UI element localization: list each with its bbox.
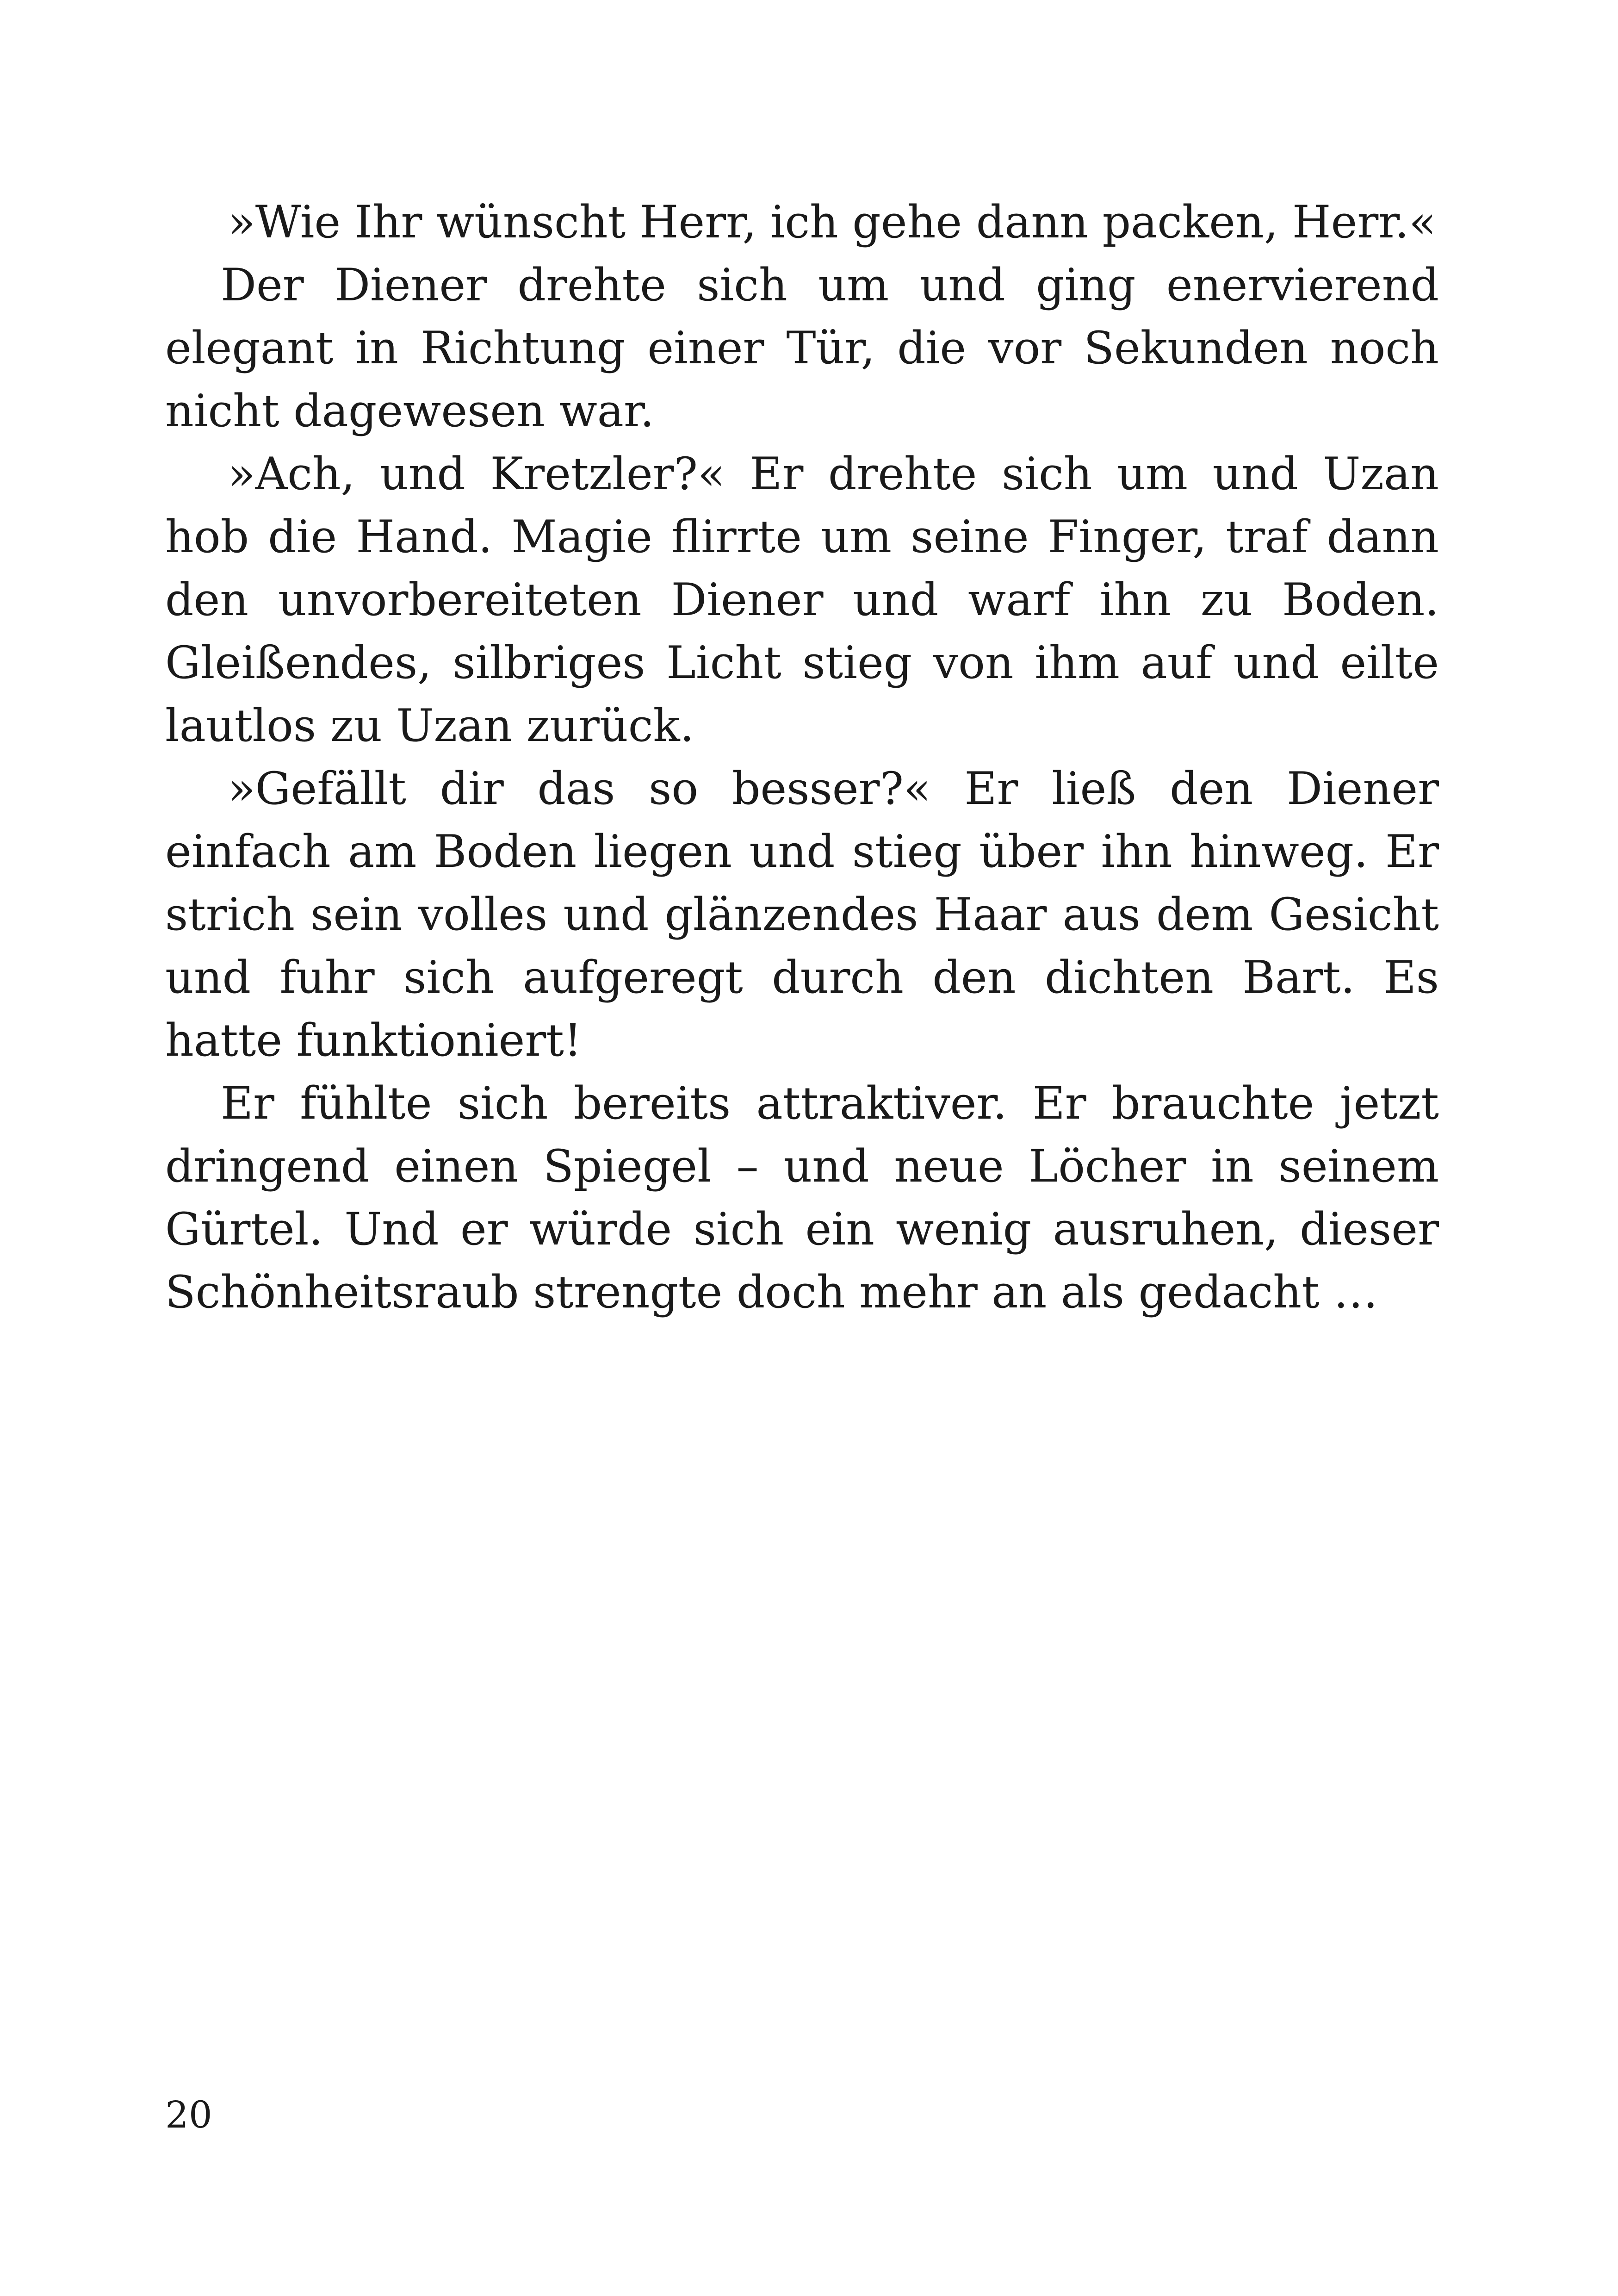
paragraph: »Ach, und Kretzler?« Er drehte sich um und Uzan hob die Hand. Magie flirrte um seine Finger, traf dann den unvorbereiteten Diener und warf ihn zu Boden. Gleißendes, silbriges Licht stieg von ihm auf und eilte lautlos zu Uzan zurück.	[165, 448, 1439, 752]
body-text	[165, 191, 1439, 1324]
paragraph: »Gefällt dir das so besser?« Er ließ den Diener einfach am Boden liegen und stieg über ihn hinweg. Er strich sein volles und glänzendes Haar aus dem Gesicht und fuhr sich aufgeregt durch den dichten Bart. Es hatte funktioniert!	[165, 763, 1439, 1066]
paragraph: Der Diener drehte sich um und ging enervierend elegant in Richtung einer Tür, die vor Sekunden noch nicht dagewesen war.	[165, 259, 1439, 437]
paragraph: »Wie Ihr wünscht Herr, ich gehe dann packen, Herr.«	[228, 196, 1436, 248]
paragraph: Er fühlte sich bereits attraktiver. Er brauchte jetzt dringend einen Spiegel – und neue Löcher in seinem Gürtel. Und er würde sich ein wenig ausruhen, dieser Schönheitsraub strengte doch mehr an als gedacht …	[165, 1077, 1439, 1318]
page-number: 20	[165, 2093, 212, 2136]
